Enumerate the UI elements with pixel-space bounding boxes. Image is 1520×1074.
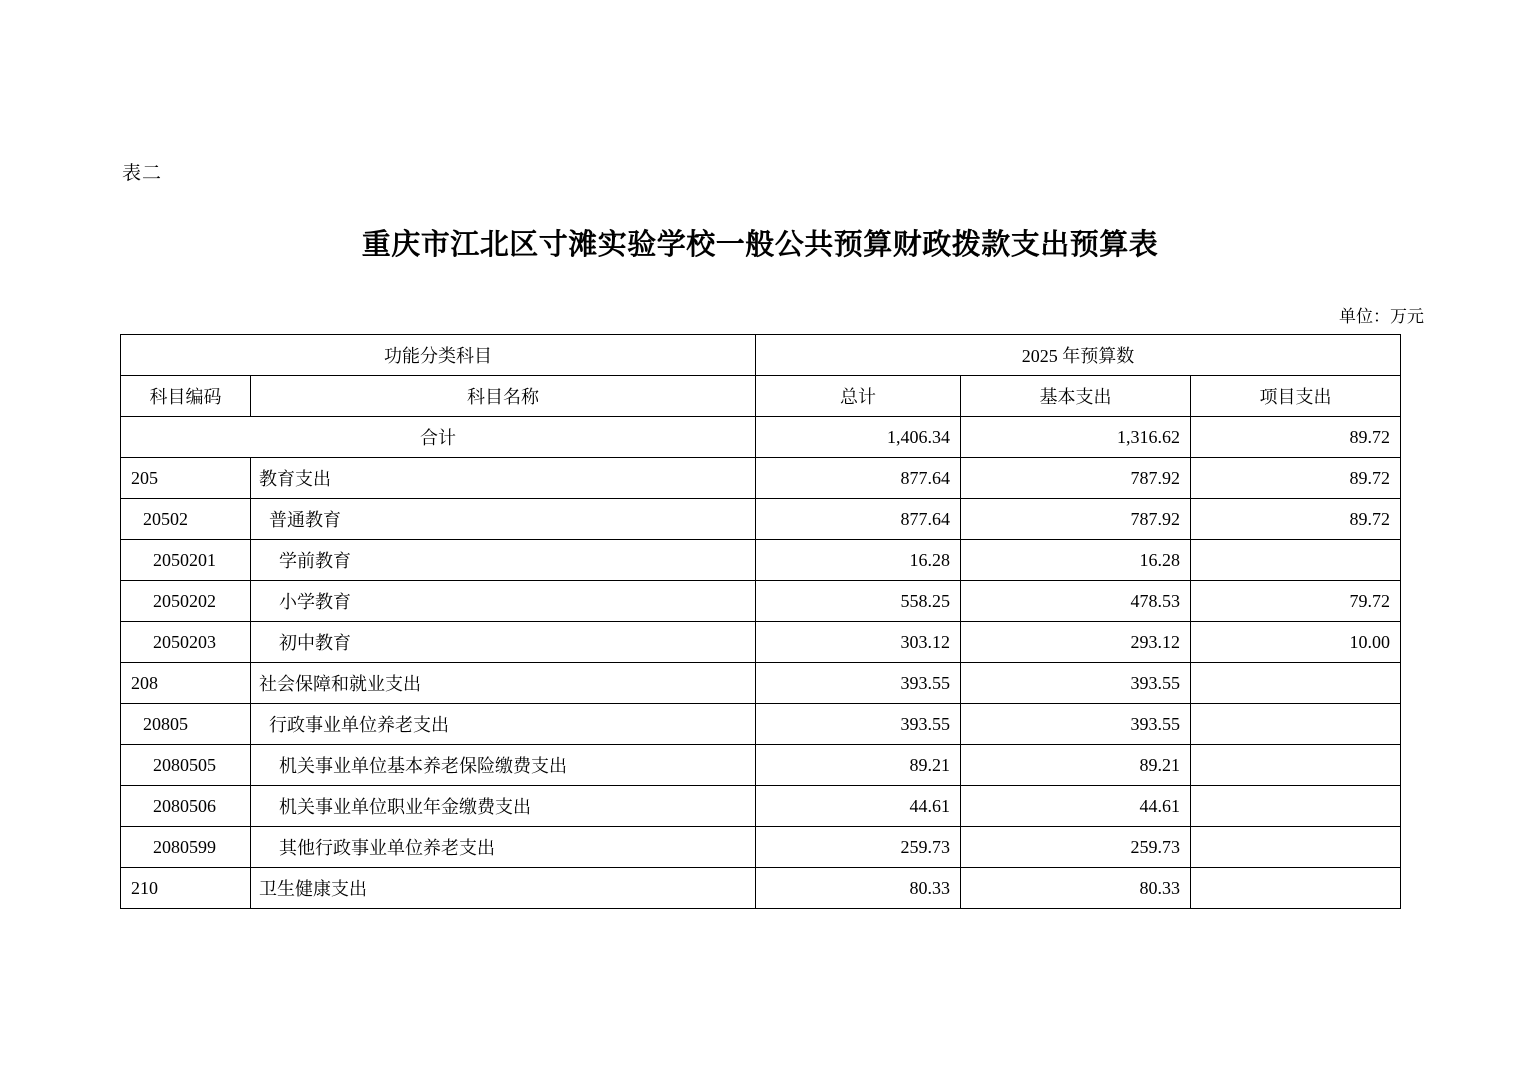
row-project: 89.72 (1191, 458, 1401, 499)
row-basic: 393.55 (961, 704, 1191, 745)
row-code: 2080599 (121, 827, 251, 868)
row-name: 社会保障和就业支出 (251, 663, 756, 704)
row-basic: 259.73 (961, 827, 1191, 868)
table-row-total (121, 417, 1401, 458)
row-total: 80.33 (756, 868, 961, 909)
row-total: 16.28 (756, 540, 961, 581)
header-project: 项目支出 (1191, 376, 1401, 417)
table-header-column-row (121, 376, 1401, 417)
row-code: 205 (121, 458, 251, 499)
row-total: 259.73 (756, 827, 961, 868)
table-row (121, 458, 1401, 499)
row-project (1191, 540, 1401, 581)
header-basic: 基本支出 (961, 376, 1191, 417)
row-name: 卫生健康支出 (251, 868, 756, 909)
header-name: 科目名称 (251, 376, 756, 417)
table-row (121, 745, 1401, 786)
table-row (121, 581, 1401, 622)
table-row (121, 786, 1401, 827)
row-basic: 787.92 (961, 499, 1191, 540)
row-name: 学前教育 (251, 540, 756, 581)
page-title: 重庆市江北区寸滩实验学校一般公共预算财政拨款支出预算表 (361, 229, 1159, 261)
row-code: 208 (121, 663, 251, 704)
row-basic: 89.21 (961, 745, 1191, 786)
row-total: 303.12 (756, 622, 961, 663)
total-project: 89.72 (1191, 417, 1401, 458)
row-project: 79.72 (1191, 581, 1401, 622)
total-basic: 1,316.62 (961, 417, 1191, 458)
row-total: 558.25 (756, 581, 961, 622)
table-header (121, 335, 1401, 417)
row-project: 10.00 (1191, 622, 1401, 663)
row-total: 877.64 (756, 458, 961, 499)
row-name: 小学教育 (251, 581, 756, 622)
row-basic: 44.61 (961, 786, 1191, 827)
row-basic: 478.53 (961, 581, 1191, 622)
row-code: 20502 (121, 499, 251, 540)
row-project (1191, 868, 1401, 909)
row-total: 393.55 (756, 663, 961, 704)
budget-table (120, 334, 1401, 909)
row-project (1191, 786, 1401, 827)
row-code: 2050203 (121, 622, 251, 663)
table-row (121, 622, 1401, 663)
row-code: 20805 (121, 704, 251, 745)
row-project: 89.72 (1191, 499, 1401, 540)
row-name: 初中教育 (251, 622, 756, 663)
table-header-group-row (121, 335, 1401, 376)
row-project (1191, 704, 1401, 745)
row-name: 机关事业单位职业年金缴费支出 (251, 786, 756, 827)
row-name: 其他行政事业单位养老支出 (251, 827, 756, 868)
row-basic: 80.33 (961, 868, 1191, 909)
table-row (121, 499, 1401, 540)
unit-note: 单位：万元 (1339, 307, 1424, 326)
sheet-label: 表二 (122, 163, 163, 184)
total-label: 合计 (121, 417, 756, 458)
row-project (1191, 663, 1401, 704)
header-code: 科目编码 (121, 376, 251, 417)
row-code: 2080506 (121, 786, 251, 827)
row-code: 2050201 (121, 540, 251, 581)
row-total: 44.61 (756, 786, 961, 827)
table-row (121, 704, 1401, 745)
header-function-category: 功能分类科目 (121, 335, 756, 376)
row-total: 393.55 (756, 704, 961, 745)
row-name: 行政事业单位养老支出 (251, 704, 756, 745)
table-row (121, 540, 1401, 581)
table-row (121, 663, 1401, 704)
row-total: 877.64 (756, 499, 961, 540)
table-row (121, 827, 1401, 868)
total-total: 1,406.34 (756, 417, 961, 458)
row-basic: 293.12 (961, 622, 1191, 663)
row-code: 2050202 (121, 581, 251, 622)
row-basic: 16.28 (961, 540, 1191, 581)
row-project (1191, 827, 1401, 868)
row-name: 机关事业单位基本养老保险缴费支出 (251, 745, 756, 786)
table-body (121, 417, 1401, 909)
header-total: 总计 (756, 376, 961, 417)
header-year-budget: 2025 年预算数 (756, 335, 1401, 376)
row-basic: 787.92 (961, 458, 1191, 499)
row-code: 210 (121, 868, 251, 909)
row-project (1191, 745, 1401, 786)
row-basic: 393.55 (961, 663, 1191, 704)
row-name: 教育支出 (251, 458, 756, 499)
table-row (121, 868, 1401, 909)
row-code: 2080505 (121, 745, 251, 786)
row-total: 89.21 (756, 745, 961, 786)
row-name: 普通教育 (251, 499, 756, 540)
